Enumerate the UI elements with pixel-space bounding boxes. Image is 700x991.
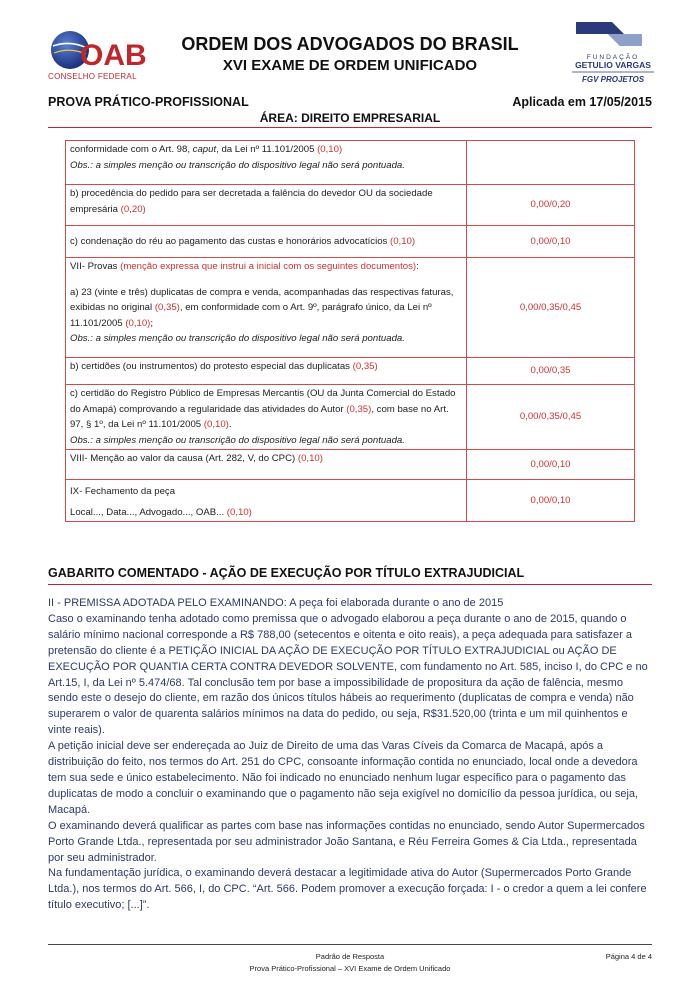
score-cell: 0,00/0,10 — [467, 450, 635, 480]
item-text: , da Lei nº 11.101/2005 — [216, 144, 318, 155]
score-cell: 0,00/0,20 — [467, 185, 635, 226]
paragraph: O examinando deverá qualificar as partes com base nas informações contidas no enunciado, sendo Autor Supermercados Porto Grande Ltda., representada por seu administrador João Santana, e Réu Ferreira Gomes & Cia Ltda., representada por seu administrador. — [48, 819, 645, 864]
item-text: VIII- Menção ao valor da causa (Art. 282, V, do CPC) — [70, 453, 298, 464]
item-points: (0,10) — [390, 235, 416, 247]
paragraph: A petição inicial deve ser endereçada ao Juiz de Direito de uma das Varas Cíveis da Comarca de Macapá, após a distribuição do feito, nos termos do Art. 251 do CPC, consoante informação contida no enunciado, local onde a devedora tem sua sede e único estabelecimento. Não foi indicado no enunciado nenhum lugar específico para o pagamento das duplicatas de modo a concluir o examinando que o pagamento não seja exigível no domicílio da pessoa jurídica, ou seja, Macapá. — [48, 740, 639, 816]
score-cell: 0,00/0,10 — [467, 480, 635, 522]
item-text: ; — [150, 317, 154, 329]
item-points: (0,10) — [317, 144, 343, 155]
item-text: a) 23 (vinte e três) duplicatas de compra e venda, acompanhadas das respectivas faturas, exibidas no original — [70, 286, 454, 313]
item-text: , em conformidade com o Art. 9º, parágrafo único, da Lei nº 11.101/2005 — [70, 302, 432, 329]
item-text: . — [228, 419, 232, 430]
item-points: (0,35) — [154, 302, 180, 313]
item-points: (menção expressa que instrui a inicial com os seguintes documentos) — [120, 261, 417, 272]
footer-divider — [48, 944, 652, 945]
page-number: Página 4 de 4 — [605, 952, 652, 961]
item-heading: IX- Fechamento da peça — [70, 486, 176, 497]
score-cell: 0,00/0,35/0,45 — [467, 385, 635, 450]
page-subtitle: XVI EXAME DE ORDEM UNIFICADO — [222, 57, 478, 74]
item-text: c) certidão do Registro Público de Empresas Mercantis (OU da Junta Comercial do Estado do Amapá) comprovando a regularidade das atividades do Autor — [70, 388, 456, 415]
score-cell: 0,00/0,35 — [467, 358, 635, 385]
table-cell — [66, 258, 467, 358]
exam-area: ÁREA: DIREITO EMPRESARIAL — [259, 111, 441, 125]
footer-line1: Padrão de Resposta — [315, 952, 385, 961]
score-cell: 0,00/0,35/0,45 — [467, 258, 635, 358]
table-cell — [66, 358, 467, 385]
section-divider — [48, 584, 652, 585]
table-cell — [66, 450, 467, 480]
table-row — [66, 258, 635, 358]
section-body — [48, 596, 648, 914]
table-cell — [66, 141, 467, 185]
item-text-italic: caput — [192, 144, 217, 155]
table-row — [66, 141, 635, 185]
fgv-logo — [568, 20, 658, 96]
fgv-line2: GETULIO VARGAS — [575, 60, 651, 70]
item-points: (0,35) — [346, 403, 372, 415]
item-points: (0,35) — [352, 361, 378, 372]
grading-table — [65, 140, 635, 522]
table-cell — [66, 480, 467, 522]
item-heading: VII- Provas — [70, 261, 121, 272]
fgv-line3: FGV PROJETOS — [581, 75, 645, 84]
table-row — [66, 185, 635, 226]
item-text: conformidade com o Art. 98, — [70, 144, 193, 155]
oab-subtitle: CONSELHO FEDERAL — [48, 72, 137, 81]
item-points: (0,10) — [125, 317, 151, 329]
paragraph: Na fundamentação jurídica, o examinando deverá destacar a legitimidade ativa do Autor (Supermercados Porto Grande Ltda.), nos termos do Art. 566, I, do CPC. “Art. 566. Podem promover a execução forçada: I - o credor a quem a lei confere título executivo; [...]”. — [48, 867, 647, 912]
item-text: b) procedência do pedido para ser decretada a falência do devedor OU da sociedade empresária — [70, 188, 433, 215]
header-divider — [48, 127, 652, 128]
item-points: (0,20) — [120, 203, 146, 215]
exam-type: PROVA PRÁTICO-PROFISSIONAL — [48, 95, 249, 109]
exam-date: Aplicada em 17/05/2015 — [512, 95, 652, 109]
item-text: Local..., Data..., Advogado..., OAB... — [70, 506, 227, 518]
item-points: (0,10) — [297, 453, 323, 464]
item-obs: Obs.: a simples menção ou transcrição do dispositivo legal não será pontuada. — [70, 333, 405, 344]
table-cell — [66, 385, 467, 450]
footer-line2: Prova Prático-Profissional – XVI Exame de Ordem Unificado — [249, 964, 451, 973]
score-cell: 0,00/0,10 — [467, 226, 635, 258]
table-row — [66, 450, 635, 480]
paragraph: II - PREMISSA ADOTADA PELO EXAMINANDO: A peça foi elaborada durante o ano de 2015 — [48, 597, 504, 609]
item-obs: Obs.: a simples menção ou transcrição do dispositivo legal não será pontuada. — [70, 434, 405, 446]
section-title: GABARITO COMENTADO - AÇÃO DE EXECUÇÃO POR TÍTULO EXTRAJUDICIAL — [48, 566, 525, 580]
paragraph: Caso o examinando tenha adotado como premissa que o advogado elaborou a peça durante o ano de 2015, quando o salário mínimo nacional corresponde a R$ 788,00 (setecentos e oitenta e oito reais), a peça adequada para satisfazer a pretensão do cliente é a PETIÇÃO INICIAL DA AÇÃO DE EXECUÇÃO POR TÍTULO EXTRAJUDICIAL ou AÇÃO DE EXECUÇÃO POR QUANTIA CERTA CONTRA DEVEDOR SOLVENTE, com fundamento no Art. 585, inciso I, do CPC e no Art.15, I, da Lei nº 5.474/68. Tal conclusão tem por base a impossibilidade de propositura da ação de falência, mesmo sendo este o desejo do cliente, em razão dos únicos títulos hábeis ao requerimento (duplicatas de compra e venda) não superarem o valor de quarenta salários mínimos na data do pedido, ou seja, R$31.520,00 (trinta e um mil quinhentos e vinte reais). — [48, 612, 648, 737]
oab-logo-letters: OAB — [80, 39, 147, 72]
table-cell — [66, 226, 467, 258]
score-cell — [467, 141, 635, 185]
item-text: c) condenação do réu ao pagamento das custas e honorários advocatícios — [70, 235, 390, 247]
table-cell — [66, 185, 467, 226]
item-text: b) certidões (ou instrumentos) do protesto especial das duplicatas — [70, 361, 353, 372]
fgv-line1: FUNDAÇÃO — [586, 54, 640, 61]
table-row — [66, 385, 635, 450]
table-row — [66, 480, 635, 522]
item-text: : — [416, 261, 419, 272]
item-text: , com base no Art. 97, § 1º, da Lei nº 11.101/2005 — [70, 403, 449, 430]
item-points: (0,10) — [226, 506, 252, 518]
page-title: ORDEM DOS ADVOGADOS DO BRASIL — [181, 34, 519, 54]
table-row — [66, 226, 635, 258]
item-obs: Obs.: a simples menção ou transcrição do dispositivo legal não será pontuada. — [70, 159, 405, 171]
table-row — [66, 358, 635, 385]
item-points: (0,10) — [203, 419, 229, 430]
